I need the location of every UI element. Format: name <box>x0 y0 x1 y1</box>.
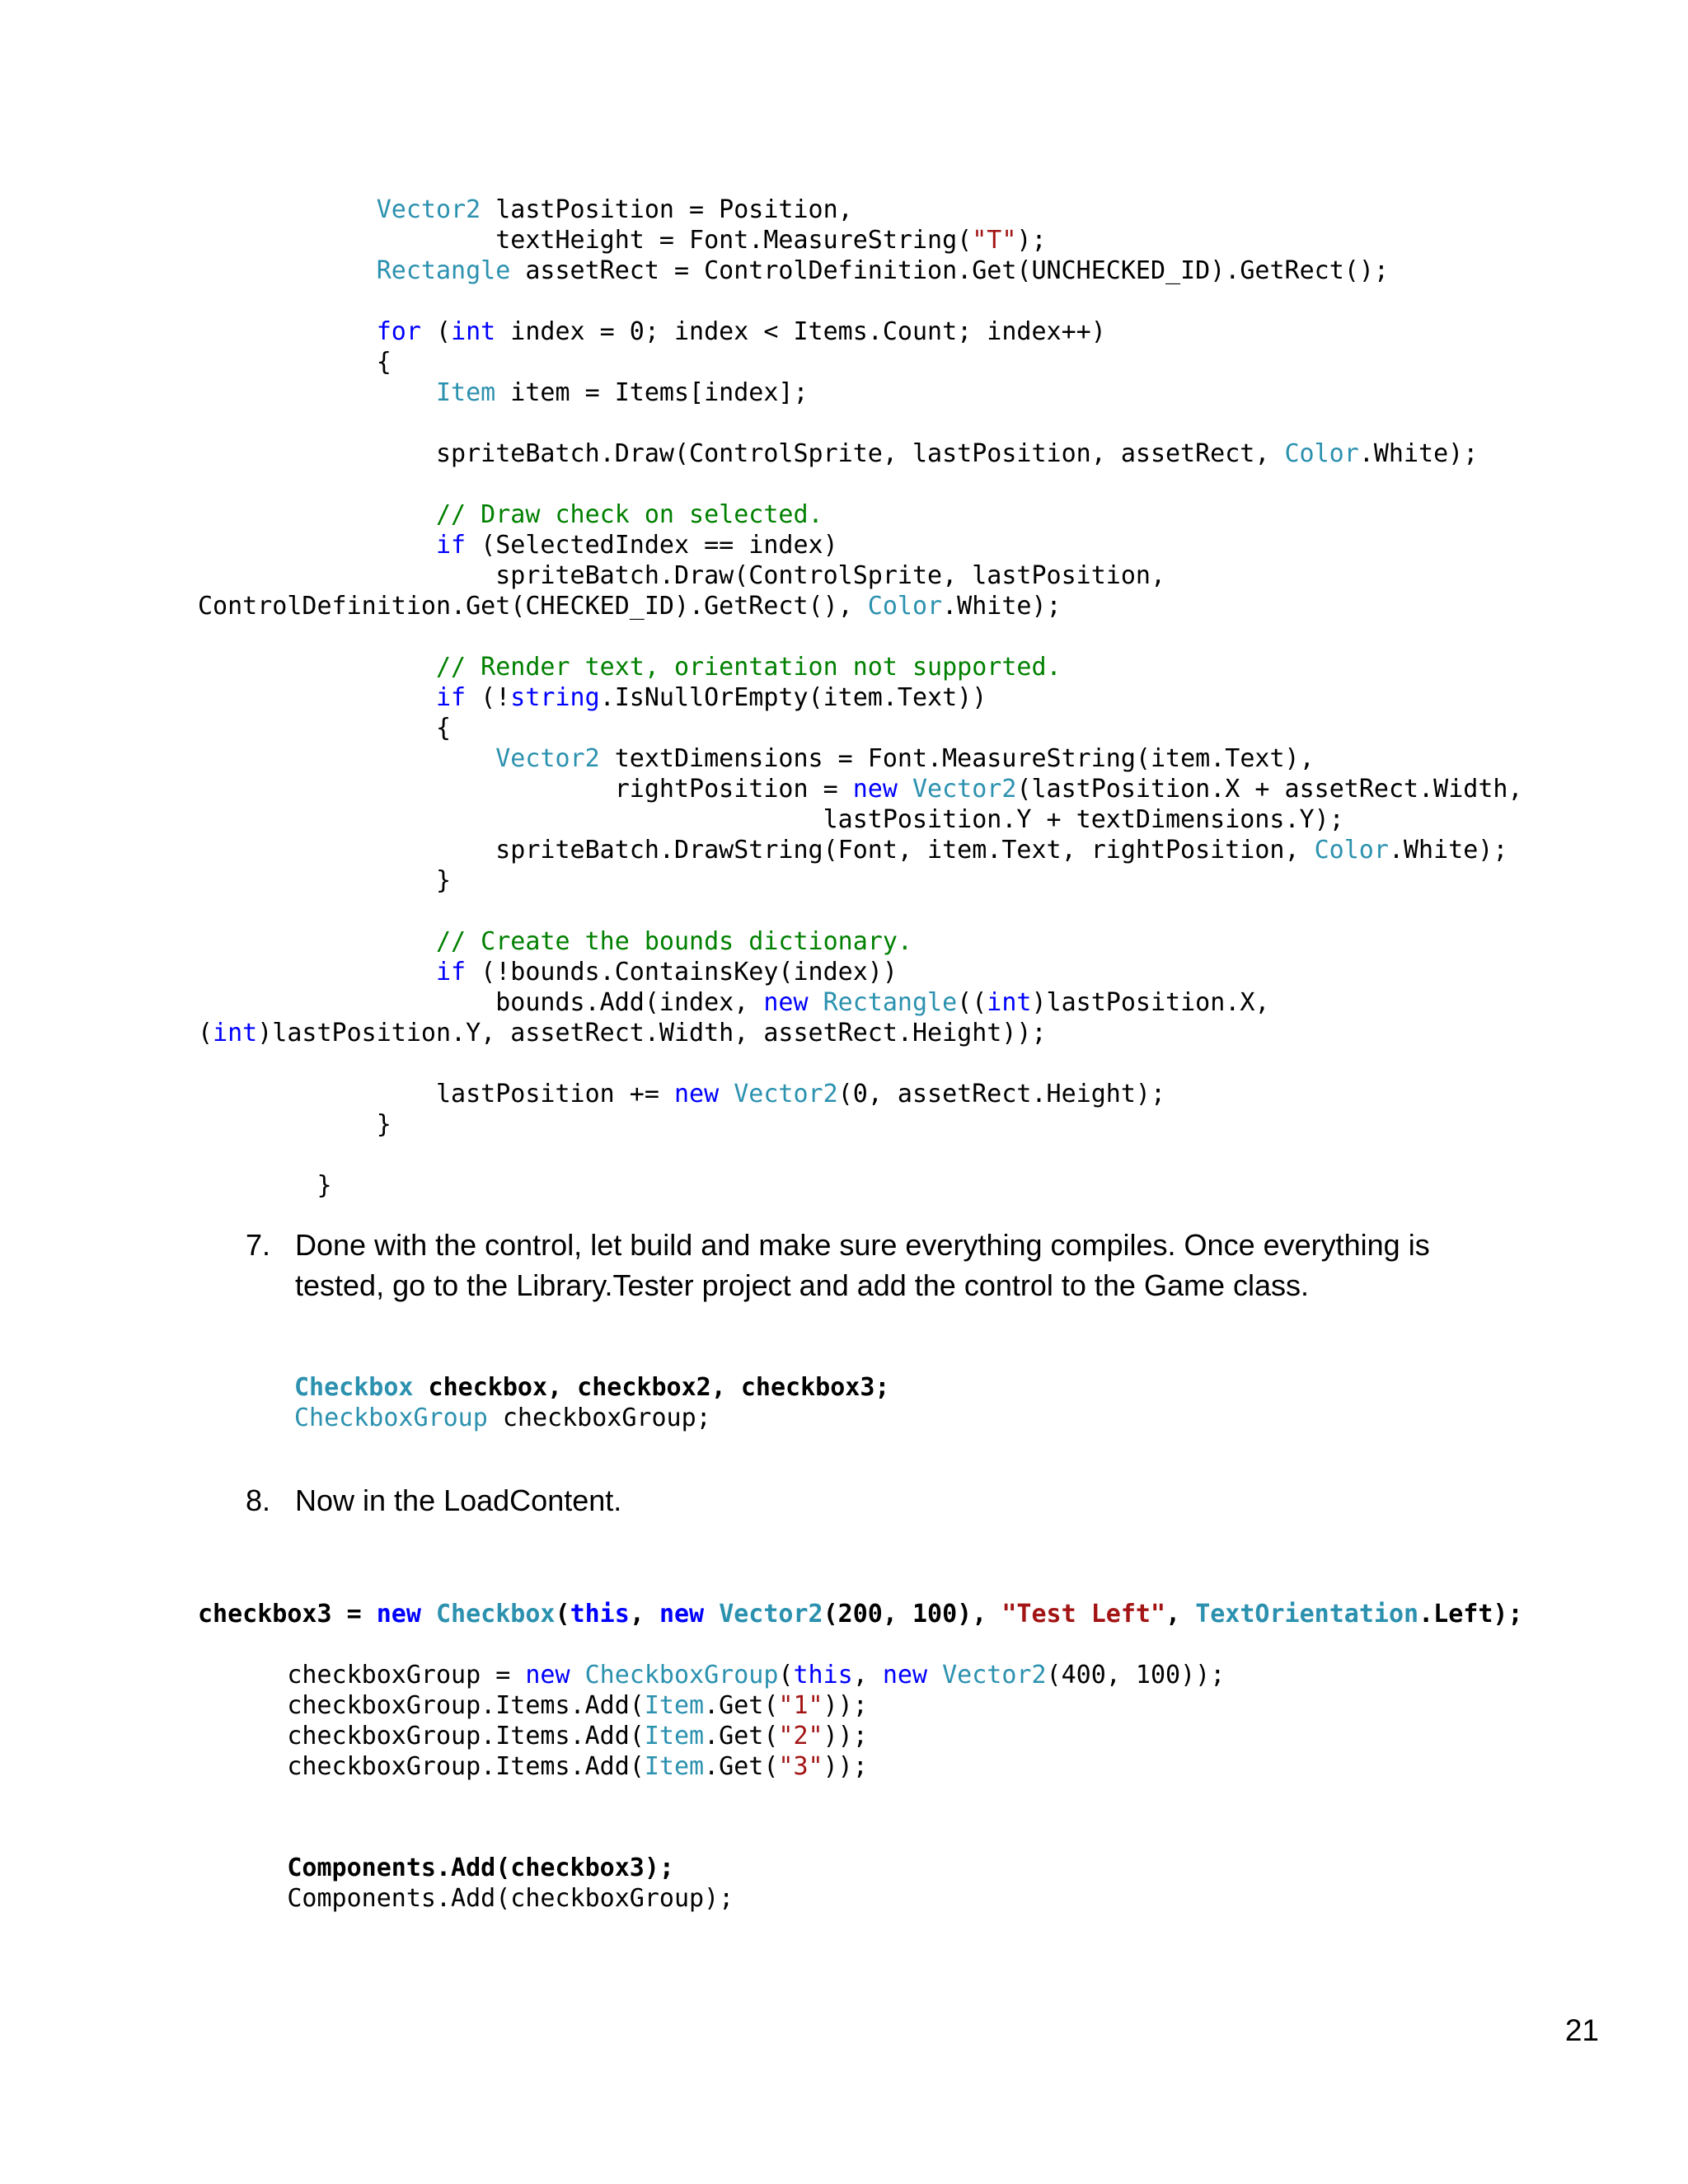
code-line <box>198 1629 1523 1660</box>
code-token: (SelectedIndex == index) <box>466 531 838 560</box>
code-line <box>198 1751 1523 1782</box>
code-token: for <box>376 317 421 346</box>
code-line <box>198 926 1523 957</box>
code-token: int <box>451 317 496 346</box>
code-token: checkboxGroup.Items.Add( <box>198 1691 645 1720</box>
step-number: 7. <box>246 1228 271 1262</box>
code-token: int <box>987 988 1032 1017</box>
code-token <box>198 683 436 712</box>
code-token: CheckboxGroup <box>294 1404 488 1432</box>
code-token: ( <box>555 1600 570 1629</box>
code-token: (400, 100)); <box>1046 1661 1226 1690</box>
code-token: )); <box>823 1691 868 1720</box>
code-block-draw-method <box>198 194 1523 1201</box>
code-token <box>198 378 436 407</box>
code-line <box>198 896 1523 926</box>
code-token: if <box>435 683 467 712</box>
code-token: index = 0; index < Items.Count; index++) <box>495 317 1106 346</box>
code-line <box>198 743 1523 774</box>
code-token: checkbox3 = <box>198 1600 377 1629</box>
code-token: Vector2 <box>912 775 1017 804</box>
code-line <box>198 1140 1523 1170</box>
code-token: new <box>525 1661 570 1690</box>
code-line <box>198 347 1523 377</box>
code-token: "T" <box>972 226 1017 255</box>
code-token: ControlDefinition.Get(CHECKED_ID).GetRect(), <box>198 592 868 621</box>
code-line <box>198 377 1523 408</box>
code-token: Checkbox <box>294 1373 414 1402</box>
code-line <box>198 469 1523 499</box>
code-line <box>198 804 1523 835</box>
code-block-field-declarations <box>294 1372 889 1433</box>
code-token: (!bounds.ContainsKey(index)) <box>466 958 898 987</box>
code-token <box>198 744 495 773</box>
code-token: Vector2 <box>734 1080 838 1108</box>
code-line <box>198 408 1523 438</box>
code-token: checkboxGroup.Items.Add( <box>198 1752 645 1781</box>
code-token: ( <box>420 317 452 346</box>
code-line <box>198 255 1523 286</box>
code-line <box>198 1721 1523 1751</box>
code-line <box>198 1079 1523 1109</box>
code-token: new <box>376 1600 421 1629</box>
code-token: .White); <box>942 592 1062 621</box>
code-line <box>198 621 1523 652</box>
code-line <box>198 1690 1523 1721</box>
code-token: new <box>852 775 898 804</box>
code-line <box>198 1018 1523 1048</box>
code-token: textHeight = Font.MeasureString( <box>198 226 973 255</box>
code-token: this <box>793 1661 853 1690</box>
code-token: (200, 100), <box>823 1600 1002 1629</box>
code-token: (! <box>466 683 511 712</box>
step-number: 8. <box>246 1483 271 1517</box>
code-line <box>198 682 1523 713</box>
code-token: // Render text, orientation not supported. <box>435 653 1062 682</box>
code-token: , <box>852 1661 883 1690</box>
code-token <box>198 531 436 560</box>
code-block-components-add <box>198 1853 734 1914</box>
code-token <box>927 1661 942 1690</box>
code-token <box>570 1661 585 1690</box>
code-token: ); <box>1016 226 1047 255</box>
code-token: "Test Left" <box>1001 1600 1166 1629</box>
code-line <box>198 713 1523 743</box>
code-token: lastPosition = Position, <box>481 195 853 224</box>
code-token: int <box>213 1019 258 1047</box>
code-token: } <box>198 866 452 895</box>
code-line <box>198 957 1523 987</box>
code-line <box>198 835 1523 865</box>
code-token: rightPosition = <box>198 775 853 804</box>
code-line <box>198 591 1523 621</box>
code-line <box>198 316 1523 347</box>
code-token: Rectangle <box>376 256 511 285</box>
code-token: Item <box>644 1691 705 1720</box>
code-token: , <box>1165 1600 1196 1629</box>
code-token: Item <box>435 378 496 407</box>
code-token: Vector2 <box>495 744 600 773</box>
code-token <box>198 958 436 987</box>
code-line <box>198 1599 1523 1629</box>
code-token: Color <box>1284 439 1359 468</box>
code-token: new <box>882 1661 928 1690</box>
code-token: Item <box>644 1722 705 1750</box>
code-line <box>198 774 1523 804</box>
code-token: bounds.Add(index, <box>198 988 764 1017</box>
code-token: Vector2 <box>942 1661 1047 1690</box>
code-token <box>198 256 377 285</box>
code-token <box>719 1080 734 1108</box>
code-token: .Left); <box>1418 1600 1523 1629</box>
code-token: .White); <box>1388 836 1508 865</box>
code-token: checkboxGroup.Items.Add( <box>198 1722 645 1750</box>
code-token: Vector2 <box>376 195 481 224</box>
code-token: spriteBatch.Draw(ControlSprite, lastPosition, <box>198 561 1165 590</box>
code-line <box>198 530 1523 560</box>
code-token: .Get( <box>704 1691 779 1720</box>
code-token: (( <box>957 988 987 1017</box>
code-token: Color <box>867 592 943 621</box>
code-line <box>198 499 1523 530</box>
code-token: checkboxGroup; <box>487 1404 711 1432</box>
code-line <box>198 652 1523 682</box>
code-token: CheckboxGroup <box>584 1661 779 1690</box>
code-token: Item <box>644 1752 705 1781</box>
code-line <box>198 987 1523 1018</box>
code-token: Color <box>1314 836 1389 865</box>
code-token: Components.Add(checkbox3); <box>198 1854 674 1882</box>
code-token: (lastPosition.X + assetRect.Width, <box>1016 775 1523 804</box>
code-line <box>198 1883 734 1914</box>
code-token: new <box>673 1080 720 1108</box>
code-line <box>198 194 1523 225</box>
code-token: new <box>763 988 809 1017</box>
code-token: TextOrientation <box>1195 1600 1419 1629</box>
code-token: "3" <box>778 1752 823 1781</box>
code-token: Rectangle <box>823 988 958 1017</box>
code-token: )); <box>823 1722 868 1750</box>
code-token: // Create the bounds dictionary. <box>435 927 912 956</box>
code-token: "1" <box>778 1691 823 1720</box>
code-token: Vector2 <box>719 1600 823 1629</box>
code-token: Components.Add(checkboxGroup); <box>198 1884 734 1913</box>
code-token: if <box>435 958 467 987</box>
code-line <box>294 1372 889 1403</box>
code-token: .Get( <box>704 1752 779 1781</box>
code-line <box>198 560 1523 591</box>
code-line <box>198 1170 1523 1201</box>
code-line <box>198 438 1523 469</box>
page-number: 21 <box>1564 2013 1599 2047</box>
code-token: .Get( <box>704 1722 779 1750</box>
code-token: } <box>198 1171 332 1200</box>
code-token <box>704 1600 719 1629</box>
code-token: )lastPosition.Y, assetRect.Width, assetRect.Height)); <box>257 1019 1047 1047</box>
code-token: spriteBatch.DrawString(Font, item.Text, rightPosition, <box>198 836 1315 865</box>
code-token: spriteBatch.Draw(ControlSprite, lastPosition, assetRect, <box>198 439 1285 468</box>
code-token <box>898 775 912 804</box>
code-token: )lastPosition.X, <box>1031 988 1270 1017</box>
code-line <box>198 1048 1523 1079</box>
code-token: checkbox, checkbox2, checkbox3; <box>413 1373 890 1402</box>
code-line <box>198 865 1523 896</box>
code-line <box>198 286 1523 316</box>
code-line <box>198 225 1523 255</box>
code-token <box>198 317 377 346</box>
code-token: .IsNullOrEmpty(item.Text)) <box>599 683 987 712</box>
code-token: } <box>198 1110 392 1139</box>
code-token: new <box>659 1600 705 1629</box>
code-token: checkboxGroup = <box>198 1661 526 1690</box>
code-token <box>198 500 436 529</box>
code-line <box>294 1403 889 1433</box>
code-token: textDimensions = Font.MeasureString(item.Text), <box>599 744 1315 773</box>
code-token <box>198 653 436 682</box>
code-token: .White); <box>1358 439 1479 468</box>
code-token: ( <box>198 1019 213 1047</box>
code-token: this <box>570 1600 630 1629</box>
step-text: Done with the control, let build and make sure everything compiles. Once everything is tested, go to the Library.Tester project and add the control to the Game class. <box>295 1228 1430 1302</box>
code-token: if <box>435 531 467 560</box>
code-token: // Draw check on selected. <box>435 500 823 529</box>
code-token: Checkbox <box>436 1600 556 1629</box>
code-line <box>198 1660 1523 1690</box>
code-token: string <box>510 683 600 712</box>
code-line <box>198 1853 734 1883</box>
code-token <box>809 988 823 1017</box>
code-token <box>198 195 377 224</box>
code-token: ( <box>778 1661 794 1690</box>
code-token: { <box>198 348 392 377</box>
code-token <box>421 1600 436 1629</box>
code-line <box>198 1109 1523 1140</box>
code-token: (0, assetRect.Height); <box>837 1080 1166 1108</box>
code-block-load-content <box>198 1599 1523 1782</box>
code-token: , <box>629 1600 659 1629</box>
code-token: assetRect = ControlDefinition.Get(UNCHECKED_ID).GetRect(); <box>510 256 1389 285</box>
code-token: { <box>198 714 452 743</box>
code-token: "2" <box>778 1722 823 1750</box>
code-token: )); <box>823 1752 868 1781</box>
code-token: item = Items[index]; <box>495 378 809 407</box>
step-text: Now in the LoadContent. <box>295 1483 622 1517</box>
code-token <box>198 927 436 956</box>
code-token: lastPosition += <box>198 1080 674 1108</box>
code-token: lastPosition.Y + textDimensions.Y); <box>198 805 1344 834</box>
